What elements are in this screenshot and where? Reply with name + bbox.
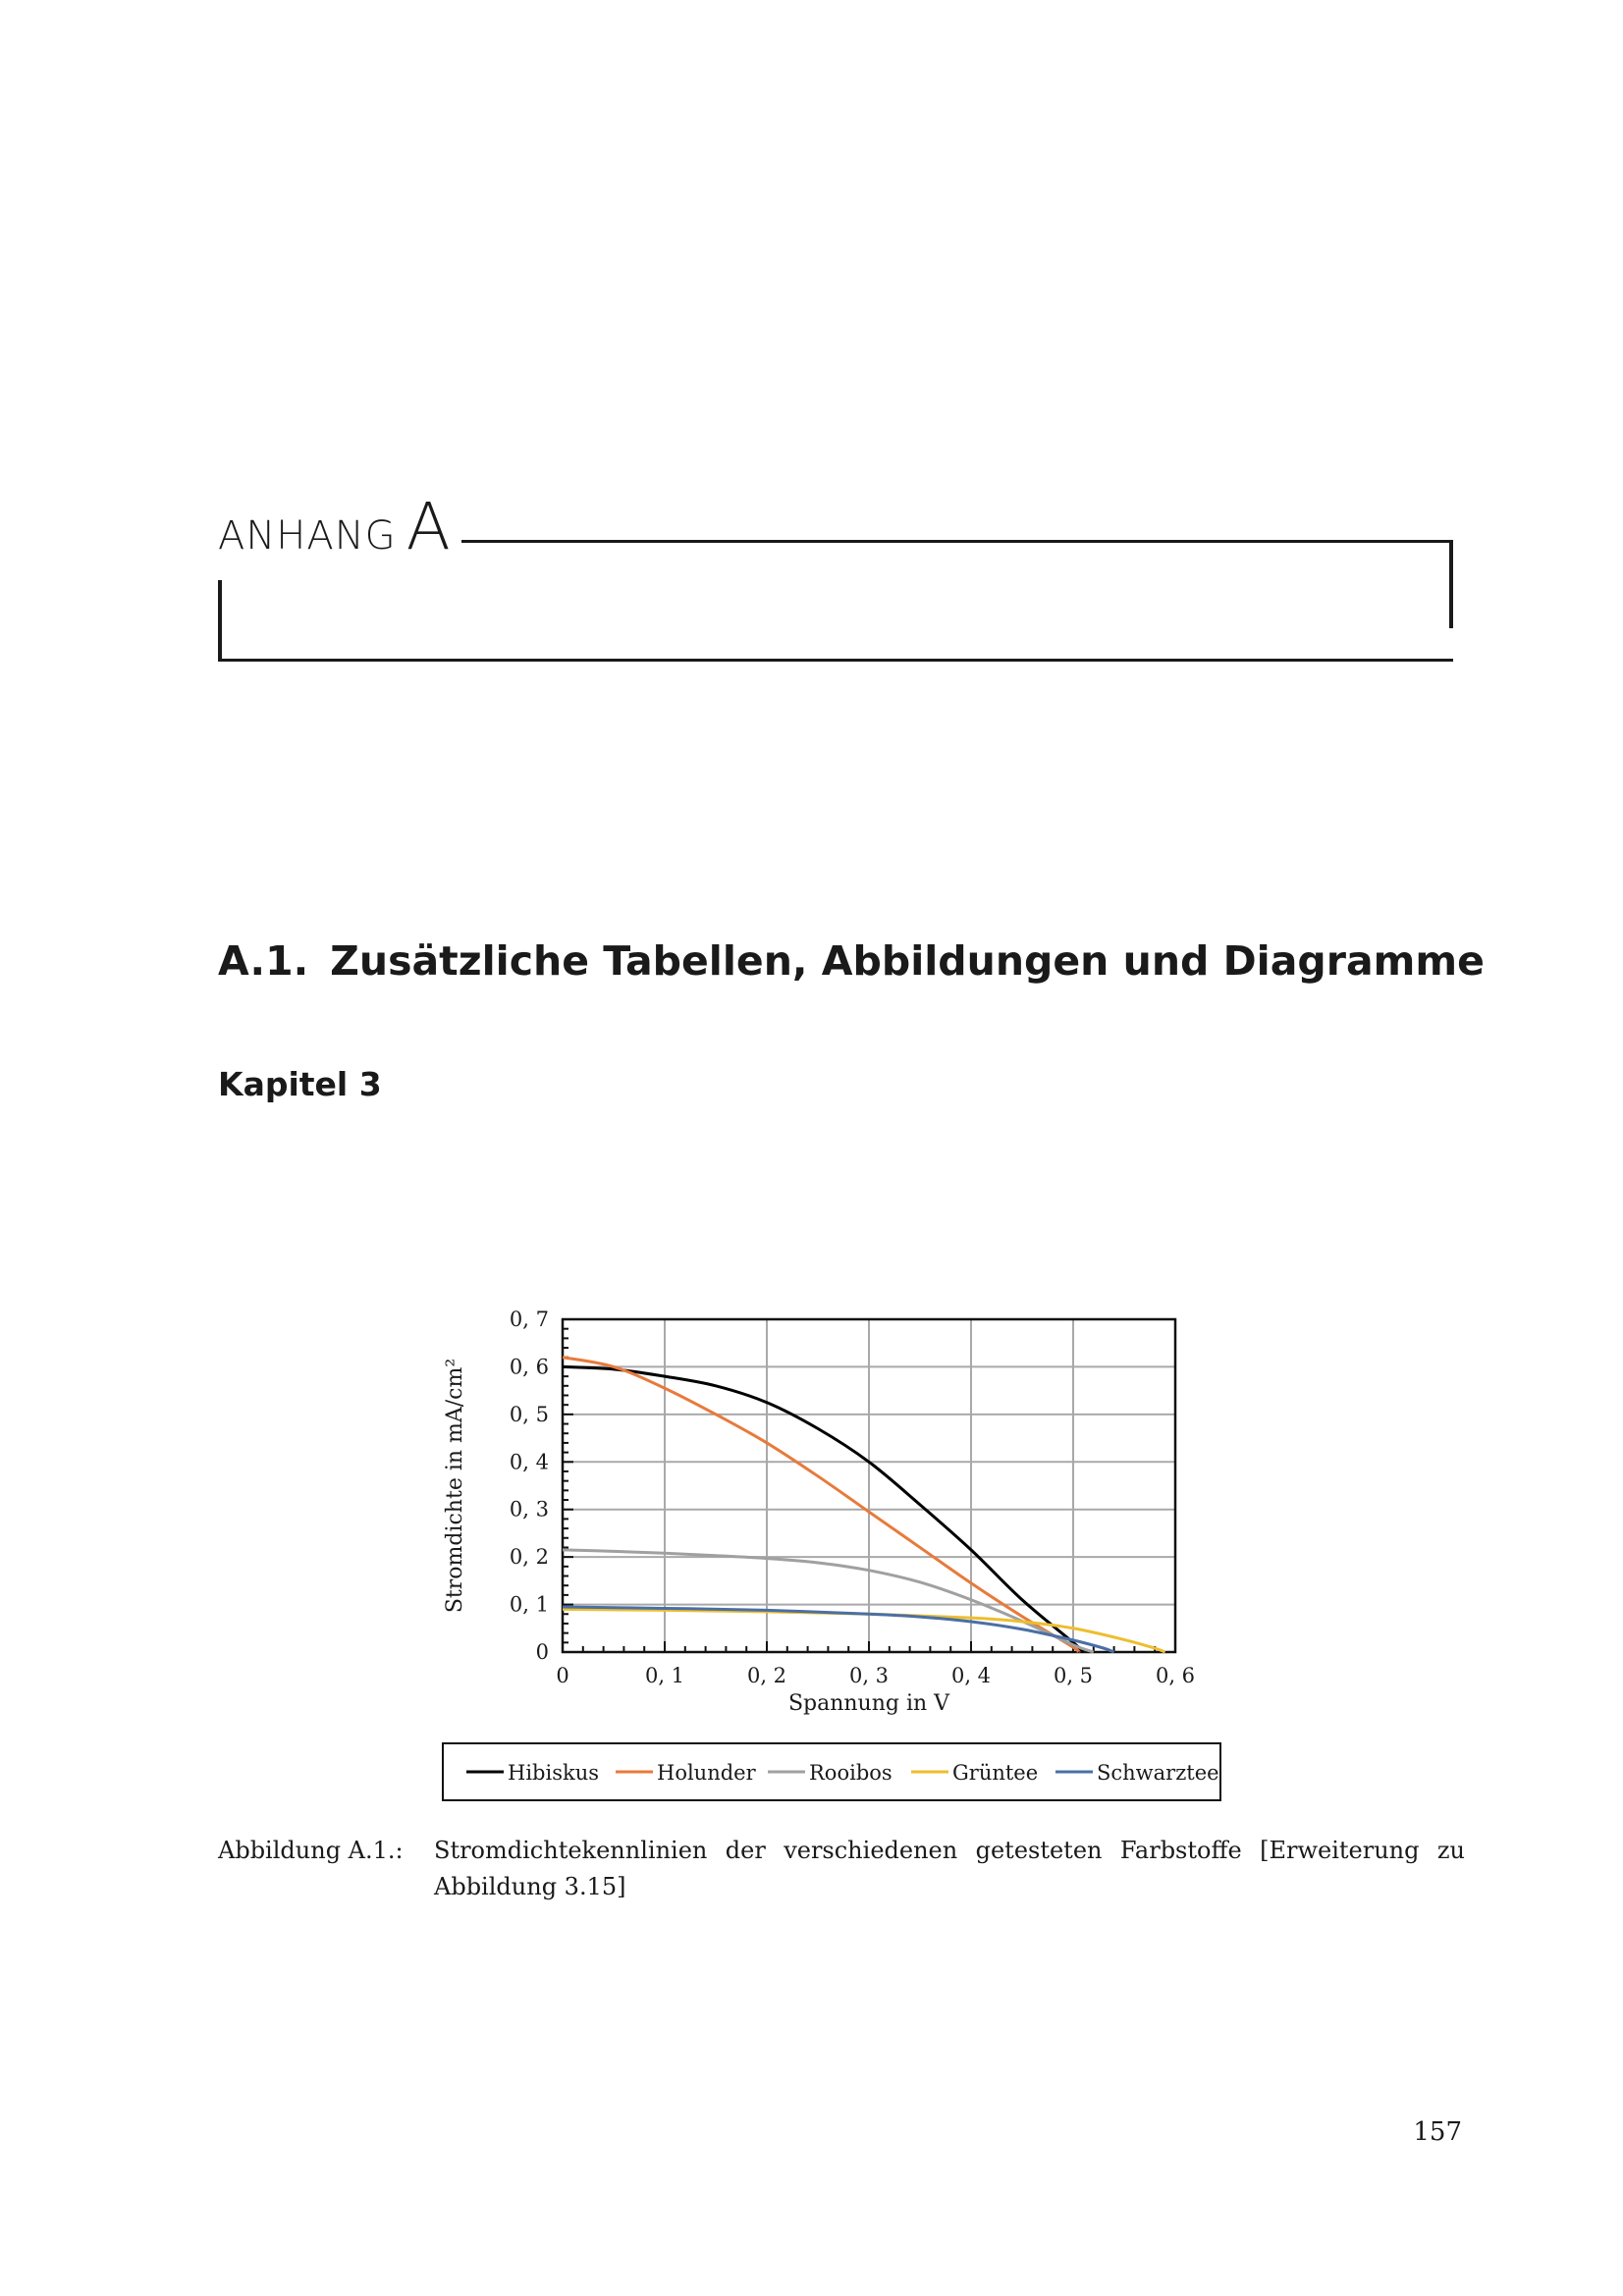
x-tick-label: 0, 3 (848, 1664, 890, 1687)
y-tick-label: 0, 1 (509, 1592, 549, 1617)
section-title-text: Zusätzliche Tabellen, Abbildungen und Diagramme (330, 937, 1485, 985)
legend-label: Rooibos (809, 1761, 893, 1785)
section-number: A.1. (218, 937, 309, 985)
y-tick-label: 0 (535, 1640, 549, 1664)
x-tick-label: 0, 6 (1155, 1664, 1196, 1687)
y-tick-label: 0, 5 (509, 1402, 549, 1426)
y-tick-label: 0, 4 (509, 1450, 549, 1474)
x-tick-label: 0, 4 (950, 1664, 992, 1687)
legend-label: Schwarztee (1097, 1761, 1219, 1785)
figure-label: Abbildung A.1.: (218, 1837, 404, 1864)
legend-label: Hibiskus (508, 1761, 599, 1785)
chapter-label: ANHANG (218, 513, 397, 559)
x-tick-label: 0, 1 (644, 1664, 685, 1687)
figure-caption (218, 1833, 1465, 1905)
x-tick-label: 0, 2 (746, 1664, 787, 1687)
x-tick-label: 0 (556, 1664, 569, 1687)
y-tick-label: 0, 3 (509, 1497, 549, 1522)
y-tick-label: 0, 7 (509, 1308, 549, 1331)
chapter-letter: A (406, 489, 451, 564)
legend-label: Grüntee (952, 1761, 1039, 1785)
page-number: 157 (1413, 2117, 1462, 2147)
x-axis-title: Spannung in V (787, 1691, 950, 1716)
y-tick-label: 0, 2 (509, 1545, 549, 1570)
subsection-title: Kapitel 3 (218, 1065, 382, 1103)
series-line-schwarztee (563, 1607, 1114, 1652)
series-line-rooibos (563, 1550, 1094, 1652)
legend-label: Holunder (657, 1761, 756, 1785)
figure-caption-text: Stromdichtekennlinien der verschiedenen getesteten Farbstoffe [Erweiterung zu Abbildung 3.15] (434, 1837, 1465, 1900)
x-tick-label: 0, 5 (1053, 1664, 1094, 1687)
y-axis-title: Stromdichte in mA/cm² (443, 1358, 467, 1614)
y-tick-label: 0, 6 (509, 1355, 549, 1379)
